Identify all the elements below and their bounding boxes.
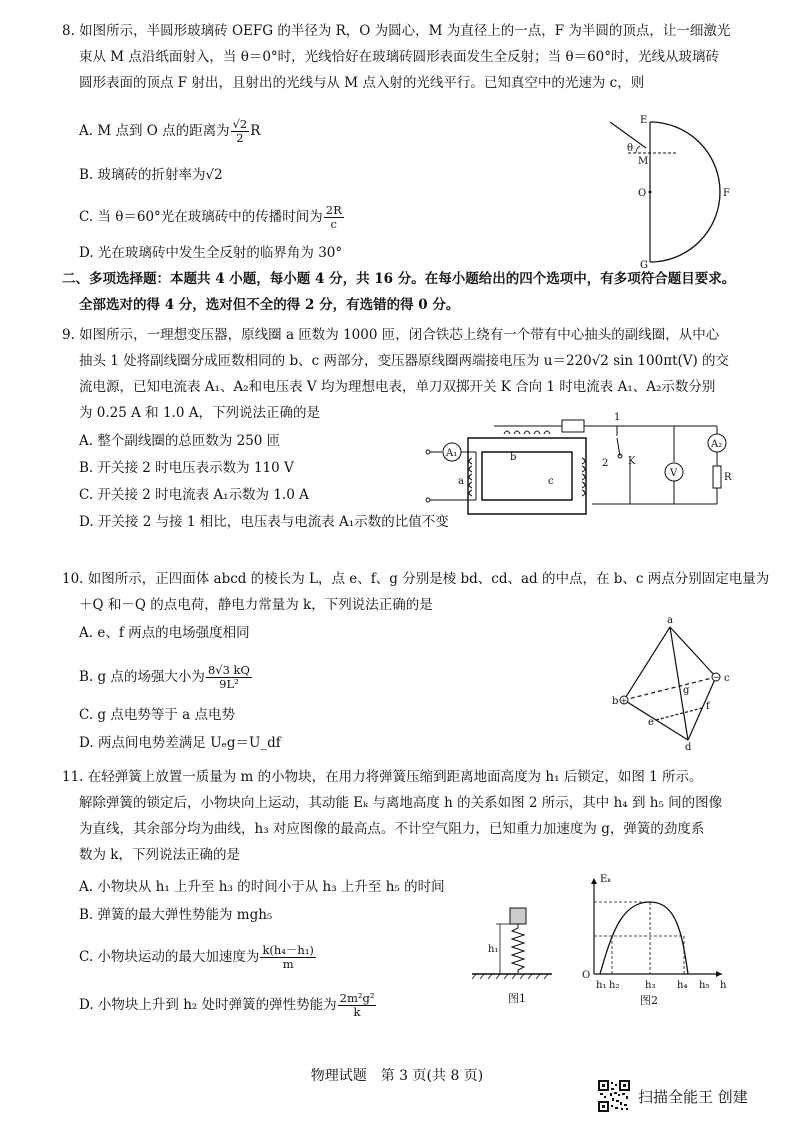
iron-core-outer [468, 438, 586, 514]
q9-line1: 9. 如图所示，一理想变压器，原线圈 a 匝数为 1000 匝，闭合铁芯上绕有一个带有中心抽头的副线圈，从中心 [62, 327, 720, 343]
iron-core-inner [482, 452, 572, 500]
label-o: O [638, 188, 647, 199]
q9-line3: 流电源，已知电流表 A₁、A₂和电压表 V 均为理想电表，单刀双掷开关 K 合向 1 时电流表 A₁、A₂示数分别 [79, 379, 716, 395]
label-c: c [548, 476, 554, 487]
label-r: R [724, 472, 732, 483]
label-2: 2 [602, 458, 609, 469]
q8-line3: 圆形表面的顶点 F 射出，且射出的光线与从 M 点入射的光线平行。已知真空中的光速为 c，则 [79, 75, 645, 91]
fraction-numerator: k(h₄－h₁) [262, 943, 314, 957]
label-c: c [724, 673, 730, 684]
tick-h2: h₂ [609, 980, 620, 991]
q10-option-b [79, 664, 253, 691]
q11-line2: 解除弹簧的锁定后，小物块向上运动，其动能 Eₖ 与离地高度 h 的关系如图 2 所示，其中 h₄ 到 h₅ 间的图像 [79, 795, 723, 811]
fraction-denominator: 9L² [219, 677, 239, 691]
q10-option-a: A. e、f 两点的电场强度相同 [79, 625, 250, 641]
fraction-denominator: k [353, 1005, 361, 1019]
q11-option-d-fraction [338, 992, 377, 1019]
label-b: b [510, 452, 517, 463]
q11-figure1-spring [468, 900, 558, 1010]
label-f: F [723, 188, 730, 199]
scanner-watermark [598, 1080, 788, 1112]
label-b: b [612, 696, 619, 707]
center-tap-box [562, 420, 584, 432]
q8-option-a-unit: R [250, 123, 261, 139]
resistor-r [713, 466, 721, 488]
q9-option-c: C. 开关接 2 时电流表 A₁示数为 1.0 A [79, 487, 309, 503]
q8-option-b: B. 玻璃砖的折射率为√2 [79, 167, 223, 183]
scanner-label: 扫描全能王 创建 [638, 1088, 748, 1106]
fraction-numerator: √2 [232, 117, 248, 131]
q10-figure-tetrahedron [610, 615, 745, 753]
label-origin: O [582, 970, 591, 981]
segment-ef [656, 708, 702, 720]
semicircle-arc [650, 122, 720, 262]
label-d: d [685, 742, 692, 753]
fraction-denominator: 2 [236, 131, 244, 145]
tick-h3: h₃ [645, 980, 656, 991]
edge-ab [624, 627, 670, 700]
label-h: h [720, 980, 727, 991]
terminal-top [426, 450, 430, 454]
section2-line1: 二、多项选择题：本题共 4 小题，每小题 4 分，共 16 分。在每小题给出的四个选项中，有多项符合题目要求。 [62, 271, 736, 287]
label-e: E [640, 115, 648, 126]
q10-option-d: D. 两点间电势差满足 Uₑg＝U_df [79, 735, 281, 751]
q9-option-b: B. 开关接 2 时电压表示数为 110 V [79, 460, 294, 476]
q9-option-a: A. 整个副线圈的总匝数为 250 匝 [79, 433, 281, 449]
label-a: a [667, 615, 673, 626]
q11-option-d-text: D. 小物块上升到 h₂ 处时弹簧的弹性势能为 [79, 997, 337, 1013]
label-a1: A₁ [446, 448, 458, 459]
svg-text:+: + [620, 696, 628, 706]
q10-option-b-fraction [206, 664, 252, 691]
q8-option-d: D. 光在玻璃砖中发生全反射的临界角为 30° [79, 245, 343, 261]
center-point [649, 191, 652, 194]
q11-option-c-fraction [260, 944, 315, 971]
label-a2: A₂ [711, 439, 723, 450]
label-v: V [670, 468, 678, 479]
spring [512, 924, 524, 973]
q11-option-d [79, 992, 377, 1019]
q8-line1: 8. 如图所示，半圆形玻璃砖 OEFG 的半径为 R，O 为圆心，M 为直径上的一点，F 为半圆的顶点，让一细激光 [62, 23, 731, 39]
q11-option-a: A. 小物块从 h₁ 上升至 h₃ 的时间小于从 h₃ 上升至 h₅ 的时间 [79, 879, 445, 895]
q10-option-b-text: B. g 点的场强大小为 [79, 669, 205, 685]
page-footer: 物理试题 第 3 页(共 8 页) [310, 1068, 484, 1084]
q8-line2: 束从 M 点沿纸面射入，当 θ＝0°时，光线恰好在玻璃砖圆形表面发生全反射；当 θ＝60°时，光线从玻璃砖 [79, 49, 720, 65]
label-1: 1 [614, 412, 621, 423]
fraction-numerator: 2m²g² [339, 991, 375, 1005]
label-a: a [458, 476, 464, 487]
block [510, 908, 526, 924]
edge-bc [624, 677, 716, 700]
tick-h4: h₄ [677, 980, 688, 991]
theta-arc [636, 146, 640, 153]
q11-line4: 数为 k，下列说法正确的是 [79, 847, 240, 863]
q10-line1: 10. 如图所示，正四面体 abcd 的棱长为 L，点 e、f、g 分别是棱 bd、cd、ad 的中点，在 b、c 两点分别固定电量为 [62, 571, 770, 587]
q8-option-a [79, 118, 260, 145]
switch-k [617, 438, 620, 456]
q11-line1: 11. 在轻弹簧上放置一质量为 m 的小物块，在用力将弹簧压缩到距离地面高度为 h₁ 后锁定，如图 1 所示。 [62, 769, 703, 785]
q11-option-c-text: C. 小物块运动的最大加速度为 [79, 949, 260, 965]
tick-h1: h₁ [596, 980, 607, 991]
q8-option-c [79, 204, 345, 231]
q10-option-c: C. g 点电势等于 a 点电势 [79, 707, 235, 723]
terminal-bottom [426, 498, 430, 502]
q11-line3: 为直线，其余部分均为曲线，h₃ 对应图像的最高点。不计空气阻力，已知重力加速度为 g，弹簧的劲度系 [79, 821, 705, 837]
q9-line2: 抽头 1 处将副线圈分成匝数相同的 b、c 两部分，变压器原线圈两端接电压为 u＝220√2 sin 100πt(V) 的交 [79, 353, 730, 369]
label-g: g [683, 685, 690, 696]
fraction-numerator: 2R [325, 203, 342, 217]
q11-figure2-ek-graph [578, 872, 728, 1012]
label-e: e [648, 717, 654, 728]
label-ek: Eₖ [600, 874, 611, 885]
q10-line2: ＋Q 和－Q 的点电荷，静电力常量为 k，下列说法正确的是 [79, 597, 433, 613]
fraction-denominator: c [330, 217, 337, 231]
q8-option-c-fraction [324, 204, 344, 231]
fraction-denominator: m [282, 957, 294, 971]
q11-option-b: B. 弹簧的最大弹性势能为 mgh₅ [79, 907, 273, 923]
label-k: K [628, 456, 636, 467]
qr-code-icon [598, 1080, 630, 1112]
label-g: G [640, 260, 648, 271]
q9-option-d: D. 开关接 2 与接 1 相比，电压表与电流表 A₁示数的比值不变 [79, 514, 449, 530]
label-f: f [706, 701, 710, 712]
q8-figure-semicircle [600, 110, 750, 270]
ek-curve [600, 902, 688, 974]
svg-text:−: − [713, 673, 720, 682]
label-m: M [638, 156, 649, 167]
q8-option-a-fraction [231, 118, 250, 145]
coil-windings [469, 431, 585, 496]
q8-option-a-text: A. M 点到 O 点的距离为 [79, 123, 230, 139]
figure2-caption: 图2 [640, 994, 658, 1007]
section2-line2: 全部选对的得 4 分，选对但不全的得 2 分，有选错的得 0 分。 [79, 297, 460, 313]
figure1-caption: 图1 [508, 992, 526, 1005]
q9-line4: 为 0.25 A 和 1.0 A，下列说法正确的是 [79, 405, 320, 421]
q8-option-c-text: C. 当 θ＝60°光在玻璃砖中的传播时间为 [79, 209, 323, 225]
tick-h5: h₅ [699, 980, 710, 991]
label-h1: h₁ [488, 944, 499, 955]
q11-option-c [79, 944, 317, 971]
label-theta: θ [627, 143, 634, 154]
fraction-numerator: 8√3 kQ [207, 663, 250, 677]
q9-figure-transformer-circuit [412, 412, 747, 524]
